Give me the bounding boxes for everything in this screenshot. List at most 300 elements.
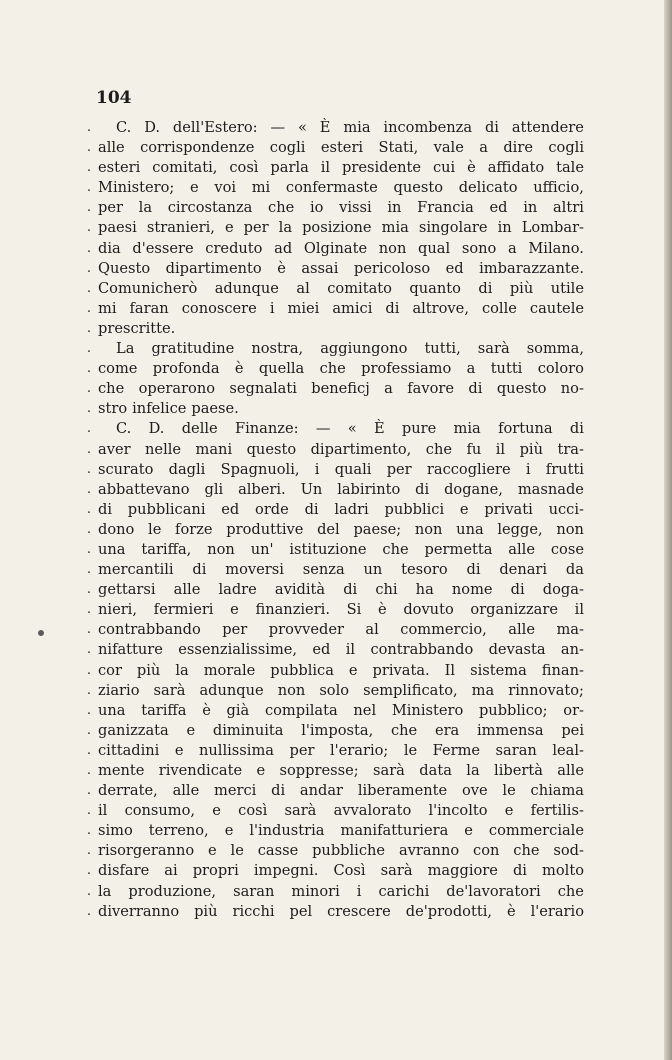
text-line — [86, 460, 584, 480]
word: le — [148, 520, 162, 538]
word: ma — [471, 681, 495, 699]
text-line — [86, 198, 584, 218]
word: terreno, — [148, 822, 209, 840]
text-line — [86, 178, 584, 198]
word: non — [207, 540, 235, 558]
word: favore — [407, 380, 455, 398]
word: Si — [346, 601, 362, 619]
word: pure — [401, 420, 437, 438]
word: è — [378, 601, 387, 619]
word: di — [512, 862, 527, 880]
word: e — [230, 601, 239, 619]
margin-mark: . — [86, 140, 92, 156]
text-line — [86, 419, 584, 439]
word: dire — [503, 139, 533, 157]
text-line — [86, 379, 584, 399]
word: è — [277, 259, 286, 277]
word: di — [271, 782, 286, 800]
word: i — [269, 299, 275, 317]
word: segnalati — [229, 380, 297, 398]
margin-mark: . — [86, 200, 92, 216]
word: alberi. — [238, 480, 286, 498]
word: di — [304, 500, 319, 518]
word: tariffa — [141, 701, 187, 719]
word: organizzare — [470, 601, 558, 619]
word: Ministero — [391, 701, 464, 719]
word: avvalorato — [333, 802, 412, 820]
word: La — [116, 340, 135, 358]
word: miei — [287, 299, 320, 317]
word: singolare — [418, 219, 488, 237]
word: il — [574, 601, 584, 619]
word: comitati, — [152, 159, 218, 177]
word: tale — [556, 159, 584, 177]
word: D. — [144, 119, 161, 136]
word: conoscere — [181, 299, 257, 317]
word: denari — [499, 561, 548, 579]
word: profonda — [152, 360, 220, 378]
margin-mark: . — [86, 260, 92, 276]
word: Lombar- — [521, 219, 584, 237]
word: mia — [453, 420, 481, 438]
word: i — [314, 460, 320, 478]
word: moversi — [225, 561, 284, 579]
word: frutti — [545, 460, 584, 478]
word: tesoro — [401, 561, 448, 579]
text-line — [86, 339, 584, 359]
word: più — [136, 661, 161, 679]
word: non — [556, 520, 584, 538]
word: ufficio, — [533, 179, 584, 197]
word: chi — [375, 581, 398, 599]
word: corrispondenze — [140, 139, 255, 157]
word: mi — [251, 179, 271, 197]
word: aver — [98, 440, 131, 458]
word: paese. — [191, 400, 239, 418]
word: finanzieri. — [255, 601, 330, 619]
word: e — [224, 822, 234, 840]
word: e — [256, 762, 266, 779]
word: pubblico; — [478, 701, 548, 719]
word: derrate, — [98, 782, 158, 800]
word: contrabbando — [370, 641, 474, 659]
word: cittadini — [98, 741, 160, 759]
word: così — [229, 159, 259, 177]
word: gratitudine — [151, 340, 235, 358]
text-line — [86, 560, 584, 580]
word: ladre — [218, 581, 257, 599]
word: faran — [129, 299, 169, 317]
text-line — [86, 681, 584, 701]
word: il — [495, 440, 506, 458]
word: Francia — [417, 199, 474, 217]
word: la — [466, 762, 480, 779]
text-line — [86, 480, 584, 500]
word: ed — [221, 500, 240, 518]
word: Milano. — [528, 239, 584, 257]
word: quanto — [409, 279, 461, 297]
word: questo — [246, 440, 297, 458]
text-line — [86, 821, 584, 841]
margin-mark: . — [86, 662, 92, 678]
word: mia — [381, 219, 409, 237]
word: e — [504, 802, 514, 820]
word: tariffa, — [141, 540, 192, 558]
word: paese; — [353, 520, 402, 538]
text-line — [86, 801, 584, 821]
margin-mark: . — [86, 863, 92, 879]
word: doga- — [542, 581, 584, 599]
word: dovuto — [403, 601, 454, 619]
word: un' — [250, 540, 274, 558]
word: soppresse; — [279, 762, 359, 779]
word: è — [234, 360, 244, 378]
word: nifatture — [98, 641, 163, 659]
word: a — [384, 380, 393, 398]
text-line — [86, 319, 584, 339]
margin-mark: . — [86, 722, 92, 738]
margin-mark: . — [86, 742, 92, 758]
margin-mark: . — [86, 562, 92, 578]
word: casse — [257, 842, 299, 860]
word: nostra, — [251, 340, 304, 358]
word: e — [464, 822, 473, 840]
margin-mark: . — [86, 421, 92, 437]
word: propri — [192, 862, 239, 880]
word: paesi — [98, 219, 137, 237]
word: D. — [148, 420, 165, 438]
word: scurato — [98, 460, 154, 478]
word: Stati, — [378, 139, 419, 157]
word: labirinto — [337, 480, 401, 498]
word: ed — [445, 259, 464, 277]
word: utile — [550, 279, 584, 297]
word: ed — [312, 641, 331, 659]
margin-mark: . — [86, 461, 92, 477]
word: per — [386, 460, 412, 478]
margin-mark: . — [86, 341, 92, 357]
word: pubblicani — [127, 500, 206, 518]
word: senza — [302, 561, 345, 579]
word: questo — [393, 179, 444, 197]
word: dagli — [168, 460, 206, 478]
word: privata. — [372, 661, 430, 679]
word: cose — [550, 540, 584, 558]
word: come — [98, 360, 138, 378]
word: commerciale — [488, 822, 584, 840]
word: esteri — [320, 139, 364, 157]
word: di — [510, 581, 525, 599]
word: di — [385, 299, 400, 317]
text-line — [86, 640, 584, 660]
word: più — [194, 902, 218, 920]
word: le — [502, 782, 516, 800]
word: Un — [300, 480, 323, 498]
word: creduto — [205, 239, 263, 257]
word: pubbliche — [312, 842, 386, 860]
word: nullissima — [199, 741, 274, 759]
word: affidato — [487, 159, 545, 177]
word: C. — [116, 420, 132, 438]
word: più — [519, 440, 543, 458]
word: al — [365, 621, 379, 639]
text-line — [86, 440, 584, 460]
word: ma- — [556, 621, 584, 639]
word: la — [278, 219, 293, 237]
word: attendere — [511, 119, 584, 136]
word: è — [506, 902, 516, 920]
word: alle — [98, 139, 125, 157]
word: Finanze: — [234, 420, 299, 438]
word: morale — [203, 661, 256, 679]
word: cogli — [548, 139, 584, 157]
margin-mark: . — [86, 320, 92, 336]
word: pubblica — [270, 661, 334, 679]
word: di — [569, 420, 584, 438]
word: quali — [334, 460, 372, 478]
word: alle — [172, 782, 200, 800]
word: a — [507, 239, 517, 257]
word: altrove, — [412, 299, 469, 317]
margin-mark: . — [86, 401, 92, 417]
word: immensa — [477, 721, 544, 739]
text-line — [86, 259, 584, 279]
word: diminuita — [212, 721, 284, 739]
word: sarà — [373, 762, 405, 779]
text-line — [86, 399, 584, 419]
word: compilata — [264, 701, 338, 719]
word: è — [467, 159, 476, 177]
word: Ministero; — [98, 179, 175, 197]
word: commercio, — [400, 621, 487, 639]
word: operarono — [138, 380, 216, 398]
word: l'incolto — [428, 802, 488, 820]
word: delicato — [458, 179, 518, 197]
word: alle — [508, 621, 535, 639]
word: l'industria — [249, 822, 325, 840]
word: aggiungono — [320, 340, 408, 358]
word: d'essere — [132, 239, 194, 257]
word: l'imposta, — [301, 721, 374, 739]
word: saran — [233, 882, 275, 900]
word: istituzione — [289, 540, 367, 558]
word: l'erario — [530, 902, 584, 920]
word: Questo — [98, 259, 151, 277]
margin-mark: . — [86, 381, 92, 397]
margin-mark: . — [86, 702, 92, 718]
word: saran — [495, 741, 537, 759]
word: privati — [484, 500, 533, 518]
word: questo — [496, 380, 547, 398]
word: cui — [432, 159, 456, 177]
word: contrabbando — [98, 621, 201, 639]
word: impegni. — [253, 862, 319, 880]
word: C. — [116, 119, 132, 136]
body-text — [86, 118, 584, 922]
text-line — [86, 540, 584, 560]
word: Comunicherò — [98, 279, 198, 297]
word: alle — [508, 540, 535, 558]
text-line — [86, 279, 584, 299]
word: È — [373, 420, 385, 438]
word: sistema — [470, 661, 527, 679]
word: manifatturiera — [340, 822, 449, 840]
text-line — [86, 299, 584, 319]
word: di — [478, 279, 493, 297]
word: sod- — [553, 842, 584, 860]
margin-mark: . — [86, 240, 92, 256]
word: nieri, — [98, 601, 137, 619]
word: ricchi — [232, 902, 275, 920]
text-line — [86, 118, 584, 138]
word: somma, — [526, 340, 584, 358]
word: Così — [333, 862, 366, 880]
word: che — [382, 540, 409, 558]
word: ucci- — [548, 500, 584, 518]
margin-mark: . — [86, 682, 92, 698]
word: produzione, — [128, 882, 217, 900]
word: la — [98, 882, 112, 900]
word: voi — [214, 179, 237, 197]
word: la — [175, 661, 189, 679]
word: cor — [98, 661, 122, 679]
word: ed — [489, 199, 508, 217]
word: e — [212, 802, 221, 820]
word: per — [243, 219, 269, 237]
word: fu — [466, 440, 482, 458]
word: una — [98, 540, 126, 558]
word: dell'Estero: — [172, 119, 258, 136]
word: dia — [98, 239, 121, 257]
text-line — [86, 741, 584, 761]
word: alle — [557, 762, 584, 779]
word: altri — [552, 199, 584, 217]
word: mani — [195, 440, 233, 458]
word: mia — [343, 119, 371, 136]
word: assai — [301, 259, 339, 277]
word: pubblici — [384, 500, 445, 518]
word: legge, — [497, 520, 543, 538]
word: il — [345, 641, 356, 659]
word: beneficj — [311, 380, 370, 398]
word: raccogliere — [426, 460, 511, 478]
word: permetta — [424, 540, 493, 558]
word: diverranno — [98, 902, 180, 920]
word: orde — [255, 500, 289, 518]
text-line — [86, 359, 584, 379]
text-line — [86, 600, 584, 620]
word: ladri — [334, 500, 369, 518]
word: che — [390, 721, 418, 739]
word: e — [190, 179, 199, 197]
word: rinnovato; — [508, 681, 584, 699]
margin-mark: . — [86, 180, 92, 196]
margin-mark: . — [86, 783, 92, 799]
word: finan- — [541, 661, 584, 679]
word: ove — [461, 782, 488, 800]
word: chiama — [530, 782, 584, 800]
word: più — [509, 279, 534, 297]
word: di — [484, 119, 499, 136]
word: Spagnuoli, — [220, 460, 300, 478]
word: non — [414, 520, 443, 538]
margin-mark: . — [86, 883, 92, 899]
word: circostanza — [167, 199, 253, 217]
text-line — [86, 138, 584, 158]
margin-mark: . — [86, 220, 92, 236]
word: delle — [181, 420, 218, 438]
text-line — [86, 761, 584, 781]
word: infelice — [132, 400, 187, 418]
page-edge — [664, 0, 672, 1060]
word: an- — [560, 641, 584, 659]
word: de'prodotti, — [405, 902, 493, 920]
text-line — [86, 620, 584, 640]
word: un — [363, 561, 383, 579]
word: adunque — [214, 279, 279, 297]
word: gettarsi — [98, 581, 156, 599]
word: cautele — [529, 299, 584, 317]
word: per — [98, 199, 123, 217]
word: sarà — [380, 862, 413, 880]
word: parla — [270, 159, 309, 177]
word: stro — [98, 400, 128, 418]
word: avranno — [398, 842, 460, 860]
margin-mark: . — [86, 441, 92, 457]
text-line — [86, 239, 584, 259]
word: del — [317, 520, 340, 538]
word: al — [296, 279, 310, 297]
word: minori — [291, 882, 340, 900]
word: risorgeranno — [98, 842, 195, 860]
word: sarà — [477, 340, 510, 358]
word: or- — [563, 701, 584, 719]
word: incombenza — [383, 119, 473, 136]
word: qual — [418, 239, 451, 257]
margin-mark: . — [86, 120, 92, 135]
word: coloro — [537, 360, 584, 378]
word: molto — [542, 862, 584, 880]
text-line — [86, 721, 584, 741]
word: vale — [433, 139, 464, 157]
word: Olginate — [303, 239, 368, 257]
margin-mark: . — [86, 300, 92, 316]
word: la — [138, 199, 153, 217]
word: imbarazzante. — [479, 259, 584, 277]
word: che — [268, 199, 295, 217]
word: devasta — [488, 641, 546, 659]
word: carichi — [378, 882, 430, 900]
word: dipartimento, — [310, 440, 412, 458]
word: solo — [319, 681, 350, 699]
word: le — [403, 741, 418, 759]
margin-mark: . — [86, 501, 92, 517]
word: colle — [481, 299, 517, 317]
word: ai — [164, 862, 178, 880]
word: nelle — [145, 440, 182, 458]
word: io — [309, 199, 324, 217]
word: presidente — [342, 159, 422, 177]
word: ziario — [98, 681, 140, 699]
page-number: 104 — [96, 88, 132, 108]
margin-mark: . — [86, 843, 92, 859]
word: sarà — [284, 802, 317, 820]
word: mercantili — [98, 561, 174, 579]
word: ganizzata — [98, 721, 169, 739]
text-line — [86, 218, 584, 238]
text-line — [86, 701, 584, 721]
word: di — [466, 561, 481, 579]
